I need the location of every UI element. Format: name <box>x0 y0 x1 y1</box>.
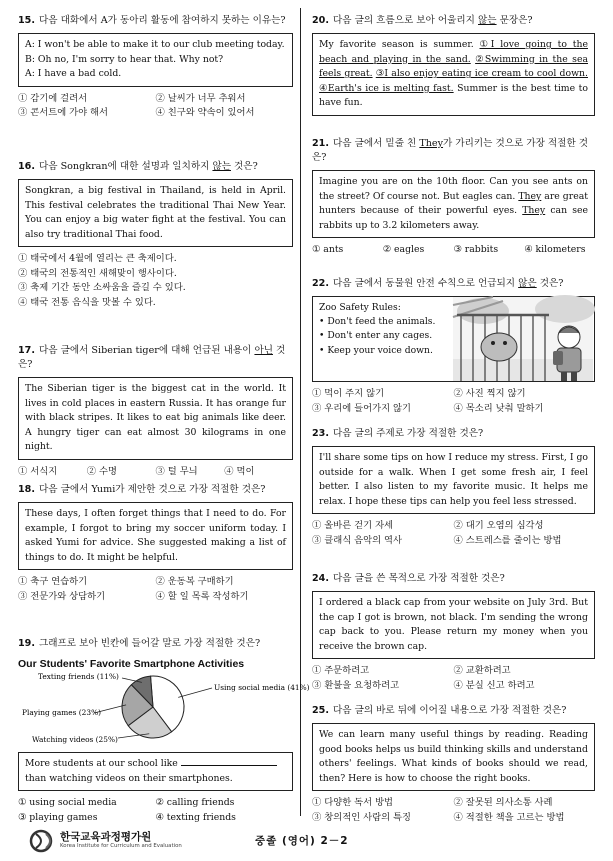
stem-text: 가 가리키는 것으로 가장 적절한 것은? <box>312 138 589 163</box>
choice-2[interactable]: ② 대기 오염의 심각성 <box>453 520 544 532</box>
choice-2[interactable]: ② 운동복 구매하기 <box>155 576 234 588</box>
choice-4[interactable]: ④ 친구와 약속이 있어서 <box>155 107 255 119</box>
answer-choices <box>18 92 293 121</box>
sentence-3: ③I also enjoy eating ice cream to cool down. <box>375 68 588 80</box>
question-number: 19. <box>18 638 35 649</box>
question-16-stem <box>18 160 293 174</box>
leader-line <box>178 688 212 697</box>
choice-1[interactable]: ① 주문하려고 <box>312 665 370 677</box>
passage-box <box>312 170 595 238</box>
choice-4[interactable]: ④ 스트레스를 줄이는 방법 <box>453 534 562 546</box>
choice-1[interactable]: ① using social media <box>18 797 117 809</box>
choice-3[interactable]: ③ 창의적인 사람의 특징 <box>312 811 411 823</box>
choice-1[interactable]: ① 태국에서 4월에 열리는 큰 축제이다. <box>18 253 177 265</box>
stem-text: 다음 Songkran에 대한 설명과 일치하지 <box>39 161 213 172</box>
zoo-illustration <box>453 297 594 381</box>
choice-1[interactable]: ① 올바른 걷기 자세 <box>312 520 394 532</box>
question-15-stem <box>18 14 293 28</box>
passage-box <box>312 33 595 116</box>
choice-3[interactable]: ③ 클래식 음악의 역사 <box>312 534 403 546</box>
question-19 <box>18 637 310 825</box>
choice-1[interactable]: ① 축구 연습하기 <box>18 576 88 588</box>
question-18 <box>18 483 293 604</box>
stem-underline: 않은 <box>518 278 537 289</box>
answer-choices <box>18 465 293 480</box>
choice-3[interactable]: ③ rabbits <box>453 244 499 256</box>
institute-name: 한국교육과정평가원 <box>60 831 152 843</box>
question-24 <box>312 572 595 693</box>
choice-2[interactable]: ② 수명 <box>86 465 117 477</box>
passage-box: I'll share some tips on how I reduce my stress. First, I go outside for a walk. When I get some fresh air, I feel better. I also listen to my favorite music. It helps me relax. I hope these tips can help you feel less stressed. <box>312 446 595 514</box>
page-number: 중졸 (영어) 2－2 <box>255 835 349 847</box>
choice-1[interactable]: ① ants <box>312 244 344 256</box>
sentence-2: ②Swimming in the sea feels great. <box>319 53 588 80</box>
stem-text: 다음 글에서 Siberian tiger에 대해 언급된 내용이 <box>39 345 255 356</box>
stem-text: 다음 글에서 동물원 안전 수칙으로 언급되지 <box>333 278 519 289</box>
passage-text: are great hunters because of their powerful eyes. <box>319 190 588 217</box>
stem-underline: 아닌 <box>254 345 273 356</box>
zoo-cage-illustration <box>453 297 593 381</box>
question-number: 25. <box>312 705 329 716</box>
underlined-they: They <box>518 190 542 202</box>
chart-title: Our Students' Favorite Smartphone Activities <box>18 658 245 670</box>
question-16 <box>18 160 293 310</box>
question-17-stem <box>18 344 293 372</box>
choice-2[interactable]: ② 태국의 전통적인 새해맞이 행사이다. <box>18 267 177 279</box>
pie-label: Playing games (23%) <box>22 708 101 717</box>
stem-text: 다음 글의 바로 뒤에 이어질 내용으로 가장 적절한 것은? <box>333 705 567 716</box>
rule-item: • Keep your voice down. <box>319 344 433 356</box>
page-footer <box>0 822 613 861</box>
passage-text: My favorite season is summer. <box>319 39 480 50</box>
choice-2[interactable]: ② 교환하려고 <box>453 665 511 677</box>
choice-3[interactable]: ③ 전문가와 상담하기 <box>18 590 106 602</box>
question-number: 18. <box>18 484 35 495</box>
passage-box: The Siberian tiger is the biggest cat in the world. It lives in cold places in eastern Russia. It has orange fur with black stripes. It likes to eat big animals like deer. A hungry tiger can eat almost 30 kilograms in one night. <box>18 377 293 460</box>
passage-box: I ordered a black cap from your website on July 3rd. But the cap I got is brown, not black. I'm sending the wrong cap back to you. Please return my money when you receive the brown cap. <box>312 591 595 659</box>
stem-text: 다음 글의 흐름으로 보아 어울리지 <box>333 15 478 26</box>
stem-text: 다음 글에서 Yumi가 제안한 것으로 가장 적절한 것은? <box>39 484 266 495</box>
passage-box: Songkran, a big festival in Thailand, is held in April. This festival celebrates the traditional Thai New Year. You can enjoy a big water fight at the festival. You can also try traditional Thai food. <box>18 179 293 247</box>
question-21-stem <box>312 137 595 165</box>
question-number: 15. <box>18 15 35 26</box>
stem-text: 것은? <box>18 345 286 370</box>
choice-4[interactable]: ④ 먹이 <box>224 465 255 477</box>
choice-4[interactable]: ④ 목소리 낮춰 말하기 <box>453 402 544 414</box>
stem-text: 다음 대화에서 A가 동아리 활동에 참여하지 못하는 이유는? <box>39 15 286 26</box>
choice-2[interactable]: ② 사진 찍지 않기 <box>453 388 526 399</box>
choice-4[interactable]: ④ kilometers <box>524 244 586 256</box>
stem-text: 다음 글에서 밑줄 친 <box>333 138 420 149</box>
column-divider <box>300 8 301 816</box>
underlined-they: They <box>522 205 546 217</box>
question-22 <box>312 277 595 416</box>
answer-choices <box>18 252 293 310</box>
answer-choices <box>312 664 595 693</box>
stem-text: 다음 글을 쓴 목적으로 가장 적절한 것은? <box>333 573 505 584</box>
stem-text: 다음 글의 주제로 가장 적절한 것은? <box>333 428 484 439</box>
pie-label: Texting friends (11%) <box>38 672 119 681</box>
question-number: 24. <box>312 573 329 584</box>
choice-3[interactable]: ③ playing games <box>18 811 98 823</box>
question-15 <box>18 14 293 121</box>
question-25-stem <box>312 704 595 718</box>
stem-underline: They <box>419 138 444 149</box>
stem-text: 그래프로 보아 빈칸에 들어갈 말로 가장 적절한 것은? <box>39 638 261 649</box>
choice-3[interactable]: ③ 환불을 요청하려고 <box>312 679 400 691</box>
stem-text: 문장은? <box>496 15 533 26</box>
question-22-stem <box>312 277 595 291</box>
rules-title: Zoo Safety Rules: <box>319 302 401 313</box>
choice-4[interactable]: ④ 분실 신고 하려고 <box>453 679 535 691</box>
passage-text: Imagine you are on the 10th floor. Can you see ants on the street? Of course not. But eagles can. <box>319 176 588 202</box>
answer-choices <box>312 387 595 416</box>
choice-3[interactable]: ③ 축제 기간 동안 소싸움을 즐길 수 있다. <box>18 282 186 294</box>
choice-2[interactable]: ② 잘못된 의사소통 사례 <box>453 797 553 809</box>
question-number: 20. <box>312 15 329 26</box>
rule-item: • Don't enter any cages. <box>319 330 433 342</box>
pie-chart <box>18 670 310 744</box>
rule-item: • Don't feed the animals. <box>319 316 436 328</box>
rules-box <box>312 296 595 382</box>
choice-1[interactable]: ① 다양한 독서 방법 <box>312 797 394 809</box>
choice-3[interactable]: ③ 콘서트에 가야 해서 <box>18 107 109 119</box>
institute-logo-icon <box>28 828 58 854</box>
answer-choices <box>312 243 595 258</box>
question-number: 17. <box>18 345 35 356</box>
question-23 <box>312 427 595 548</box>
question-19-stem <box>18 637 293 651</box>
choice-2[interactable]: ② eagles <box>382 244 425 256</box>
question-17 <box>18 344 293 479</box>
question-number: 21. <box>312 138 329 149</box>
question-24-stem <box>312 572 595 586</box>
zoo-rules <box>313 297 453 381</box>
question-number: 16. <box>18 161 35 172</box>
question-25 <box>312 704 595 825</box>
dialogue-box <box>18 33 293 87</box>
choice-4[interactable]: ④ 할 일 목록 작성하기 <box>155 590 249 602</box>
stem-text: 것은? <box>230 161 258 172</box>
choice-3[interactable]: ③ 털 무늬 <box>155 465 198 477</box>
choice-2[interactable]: ② calling friends <box>155 797 235 809</box>
question-number: 22. <box>312 278 329 289</box>
choice-1[interactable]: ① 먹이 주지 않기 <box>312 388 385 399</box>
passage-box <box>18 752 293 791</box>
question-21 <box>312 137 595 258</box>
choice-3[interactable]: ③ 우리에 들어가지 않기 <box>312 402 411 414</box>
pie-label: Using social media (41%) <box>214 683 310 692</box>
choice-1[interactable]: ① 감기에 걸려서 <box>18 92 88 104</box>
sentence-4: ④Earth's ice is melting fast. <box>319 82 454 94</box>
answer-choices <box>312 519 595 548</box>
answer-blank <box>181 757 277 766</box>
passage-text: can see rabbits up to 3.2 kilometers away. <box>319 205 588 231</box>
passage-text: Summer is the best time to have fun. <box>319 82 588 109</box>
dialogue-line: A: I won't be able to make it to our club meeting today. <box>25 39 285 50</box>
dialogue-line: A: I have a bad cold. <box>25 68 122 80</box>
institute-name-en: Korea Institute for Curriculum and Evaluation <box>60 843 182 849</box>
answer-choices <box>18 796 293 825</box>
stem-text: 것은? <box>536 278 564 289</box>
choice-4[interactable]: ④ texting friends <box>155 811 236 823</box>
dialogue-line: B: Oh no, I'm sorry to hear that. Why not? <box>25 53 224 65</box>
passage-box: We can learn many useful things by reading. Reading good books helps us build thinking skills and understand others' feelings. What kinds of books should we read, then? Here is how to choose the right books. <box>312 723 595 791</box>
passage-text: than watching videos on their smartphones. <box>25 772 233 784</box>
sentence-1: ①I love going to the beach and playing in the sand. <box>319 39 588 65</box>
stem-underline: 않는 <box>212 161 231 172</box>
stem-underline: 않는 <box>478 15 497 26</box>
question-18-stem <box>18 483 293 497</box>
question-20-stem <box>312 14 595 28</box>
passage-text: More students at our school like <box>25 758 178 769</box>
question-number: 23. <box>312 428 329 439</box>
choice-4[interactable]: ④ 태국 전통 음식을 맛볼 수 있다. <box>18 296 156 308</box>
choice-2[interactable]: ② 날씨가 너무 추워서 <box>155 92 246 104</box>
pie-label: Watching videos (25%) <box>32 735 118 744</box>
question-20 <box>312 14 595 116</box>
choice-1[interactable]: ① 서식지 <box>18 465 58 477</box>
passage-box: These days, I often forget things that I need to do. For example, I forgot to bring my soccer uniform today. I asked Yumi for advice. She suggested making a list of things to do. It might be helpful. <box>18 502 293 570</box>
answer-choices <box>18 575 293 604</box>
choice-4[interactable]: ④ 적절한 책을 고르는 방법 <box>453 811 565 823</box>
question-23-stem <box>312 427 595 441</box>
